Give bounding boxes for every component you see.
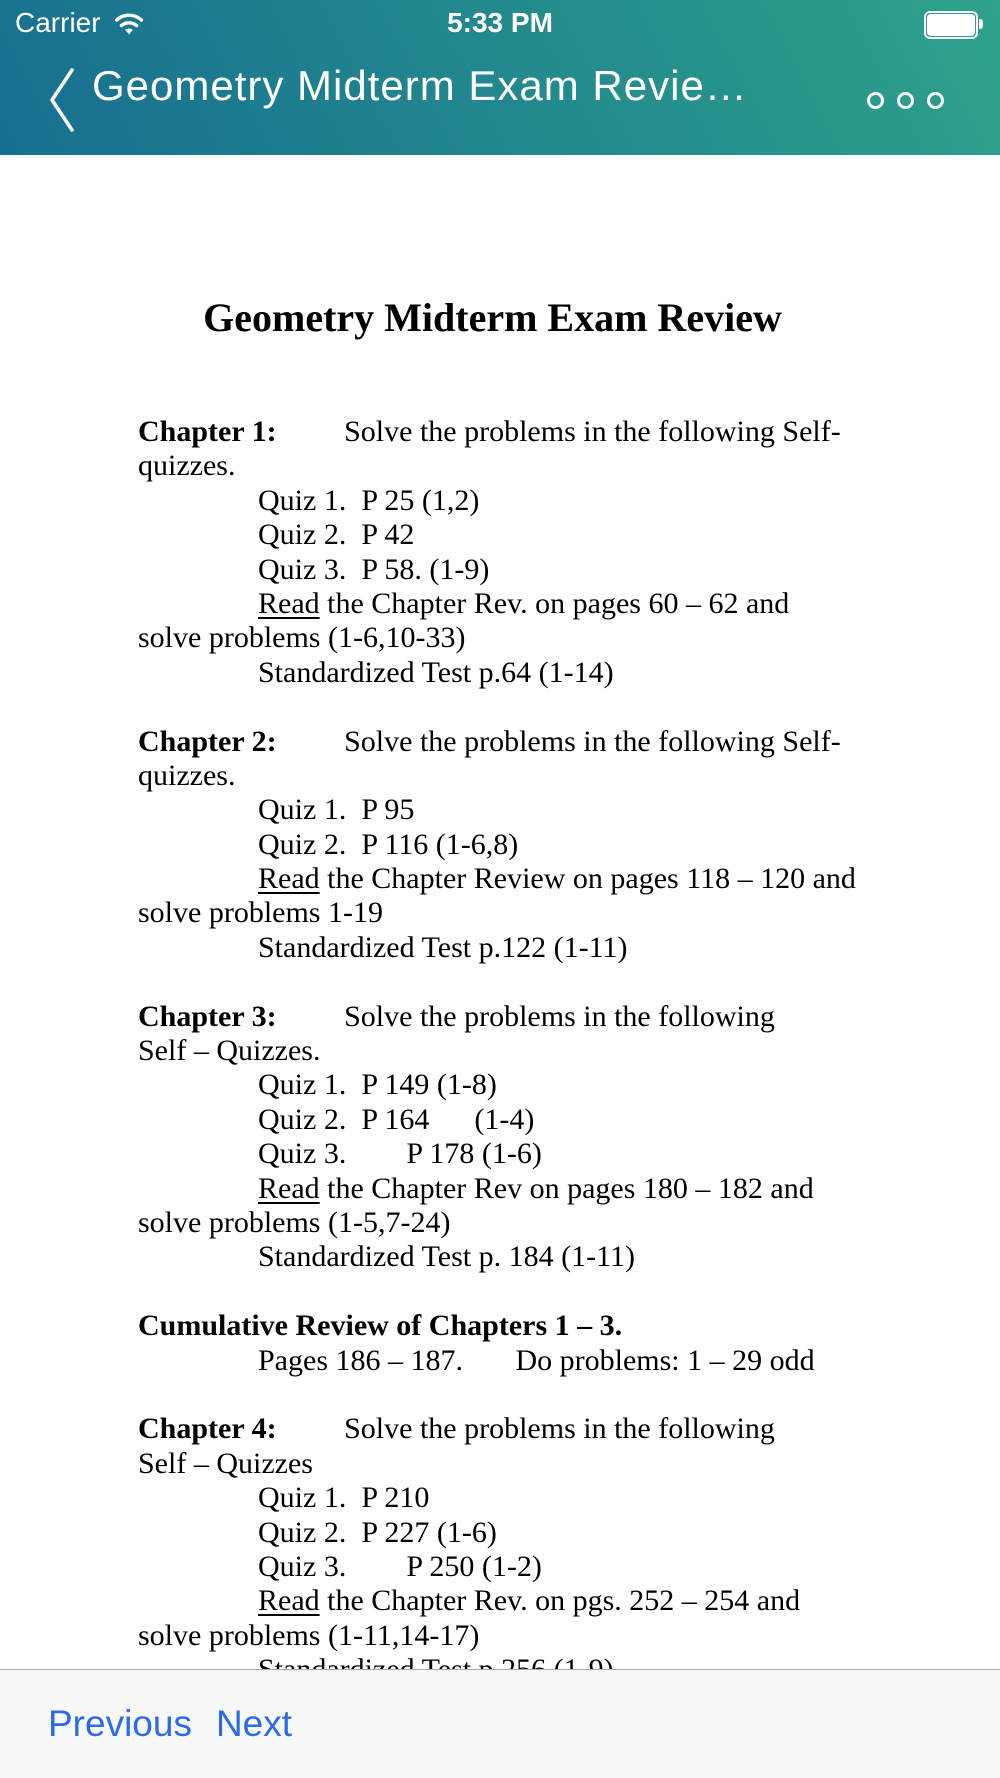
doc-line	[138, 1378, 883, 1412]
document-body	[138, 415, 883, 1687]
doc-line: Standardized Test p. 184 (1-11)	[258, 1240, 635, 1274]
doc-line: Read the Chapter Rev on pages 180 – 182 and	[258, 1171, 814, 1205]
circle-dot-icon	[867, 92, 884, 109]
back-button[interactable]	[44, 64, 84, 136]
doc-line: Quiz 1. P 25 (1,2)	[258, 483, 480, 517]
doc-line	[138, 965, 883, 999]
carrier-label: Carrier	[15, 7, 101, 38]
doc-line: Quiz 1. P 210	[258, 1481, 430, 1515]
doc-line: Chapter 1: Solve the problems in the following Self-	[138, 415, 841, 448]
circle-dot-icon	[927, 92, 944, 109]
doc-line: Standardized Test p.64 (1-14)	[258, 655, 614, 689]
doc-line: solve problems (1-5,7-24)	[138, 1205, 451, 1239]
doc-line: quizzes.	[138, 758, 236, 792]
doc-line: Quiz 2. P 227 (1-6)	[258, 1515, 497, 1549]
doc-line: Quiz 1. P 95	[258, 793, 415, 827]
header	[0, 0, 1000, 155]
doc-line: Pages 186 – 187. Do problems: 1 – 29 odd	[258, 1343, 815, 1377]
doc-line: quizzes.	[138, 449, 236, 483]
doc-line: solve problems 1-19	[138, 896, 383, 930]
next-button[interactable]: Next	[215, 1703, 293, 1744]
doc-line: Cumulative Review of Chapters 1 – 3.	[138, 1309, 623, 1343]
doc-line: Quiz 2. P 116 (1-6,8)	[258, 827, 519, 861]
doc-line: Quiz 3. P 58. (1-9)	[258, 552, 490, 586]
document-title: Geometry Midterm Exam Review	[203, 295, 782, 340]
doc-line: Chapter 3: Solve the problems in the following	[138, 999, 775, 1033]
doc-line: Read the Chapter Rev. on pgs. 252 – 254 and	[258, 1584, 801, 1618]
chevron-left-icon	[44, 64, 80, 136]
doc-line: Quiz 3. P 250 (1-2)	[258, 1549, 542, 1583]
document-page	[138, 155, 883, 1687]
doc-line: Chapter 4: Solve the problems in the following	[138, 1412, 775, 1446]
circle-dot-icon	[897, 92, 914, 109]
battery-icon	[924, 11, 978, 39]
doc-line: Quiz 3. P 178 (1-6)	[258, 1137, 542, 1171]
doc-line: Chapter 2: Solve the problems in the following Self-	[138, 724, 841, 758]
doc-line: Standardized Test p.122 (1-11)	[258, 930, 628, 964]
status-time: 5:33 PM	[447, 7, 553, 38]
doc-line: solve problems (1-11,14-17)	[138, 1618, 480, 1652]
more-options-button[interactable]	[867, 92, 944, 109]
doc-line: Read the Chapter Rev. on pages 60 – 62 and	[258, 586, 790, 620]
doc-line: Self – Quizzes.	[138, 1034, 321, 1068]
doc-line: solve problems (1-6,10-33)	[138, 621, 466, 655]
document-view[interactable]	[0, 155, 1000, 1669]
doc-line: Quiz 2. P 42	[258, 518, 415, 552]
doc-line: Quiz 2. P 164 (1-4)	[258, 1102, 535, 1136]
bottom-toolbar	[0, 1669, 1000, 1778]
doc-line: Self – Quizzes	[138, 1446, 313, 1480]
doc-line	[138, 1275, 883, 1309]
previous-button[interactable]: Previous	[48, 1703, 192, 1744]
doc-line	[138, 690, 883, 724]
doc-line: Read the Chapter Review on pages 118 – 120 and	[258, 862, 856, 896]
nav-title: Geometry Midterm Exam Revie…	[92, 62, 748, 109]
doc-line: Quiz 1. P 149 (1-8)	[258, 1068, 497, 1102]
